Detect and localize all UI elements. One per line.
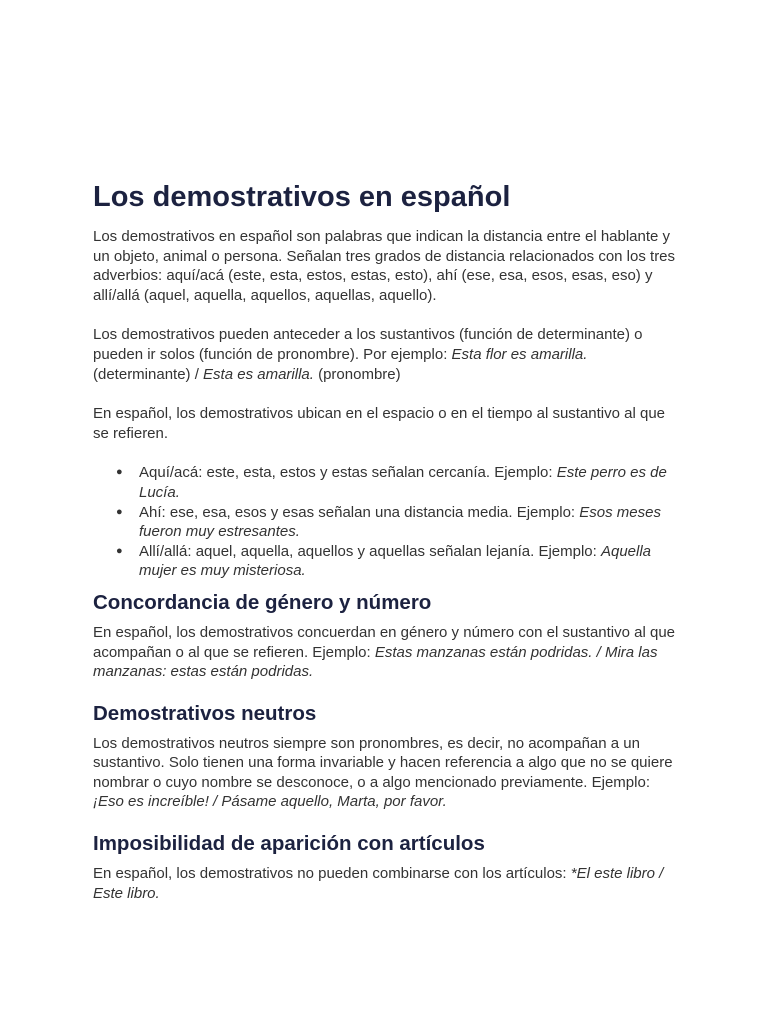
- example-pronombre: Esta es amarilla.: [203, 365, 314, 383]
- document-page: [93, 178, 683, 903]
- list-item-example: Este perro es de Lucía.: [139, 464, 667, 501]
- intro-paragraph-2-text-2: (determinante) /: [93, 365, 204, 383]
- list-item-text: Ahí: ese, esa, esos y esas señalan una distancia media. Ejemplo:: [139, 503, 580, 521]
- neutros-example: ¡Eso es increíble! / Pásame aquello, Marta, por favor.: [93, 793, 447, 811]
- neutros-paragraph: [93, 734, 683, 812]
- intro-paragraph-1: Los demostrativos en español son palabras que indican la distancia entre el hablante y un objeto, animal o persona. Señalan tres grados de distancia relacionados con los tres adverbios: aquí/acá (este, esta, estos, estas, esto), ahí (ese, esa, esos, esas, eso) y allí/allá (aquel, aquella, aquellos, aquellas, aquello).: [93, 228, 676, 304]
- concordancia-text: En español, los demostrativos concuerdan en género y número con el sustantivo al que acompañan o al que se refieren. Ejemplo:: [93, 623, 676, 661]
- heading-concordancia: Concordancia de género y número: [93, 590, 432, 614]
- list-item-example: Aquella mujer es muy misteriosa.: [139, 542, 652, 580]
- intro-paragraph-2-text-1: Los demostrativos pueden anteceder a los sustantivos (función de determinante) o pueden ir solos (función de pronombre). Por ejemplo:: [93, 326, 643, 363]
- heading-neutros: Demostrativos neutros: [93, 701, 317, 725]
- articulos-paragraph: [93, 864, 683, 903]
- concordancia-example: Estas manzanas están podridas. / Mira las manzanas: estas están podridas.: [93, 643, 658, 681]
- bullet-icon: ●: [116, 544, 123, 557]
- intro-paragraph-3: En español, los demostrativos ubican en el espacio o en el tiempo al sustantivo al que se refieren.: [93, 405, 666, 442]
- list-item-text: Allí/allá: aquel, aquella, aquellos y aquellas señalan lejanía. Ejemplo:: [139, 542, 601, 560]
- list-item: [116, 463, 683, 502]
- example-determinante: Esta flor es amarilla.: [451, 345, 588, 363]
- page-title: Los demostrativos en español: [93, 181, 511, 213]
- bullet-icon: ●: [116, 505, 123, 518]
- list-item: [116, 542, 683, 581]
- intro-paragraph-2: [93, 325, 683, 384]
- concordancia-paragraph: [93, 623, 683, 682]
- distance-list: [93, 463, 683, 581]
- intro-paragraph-2-text-3: (pronombre): [313, 365, 401, 383]
- list-item-text: Aquí/acá: este, esta, estos y estas señalan cercanía. Ejemplo:: [139, 464, 557, 482]
- heading-articulos: Imposibilidad de aparición con artículos: [93, 832, 485, 856]
- list-item-example: Esos meses fueron muy estresantes.: [139, 503, 661, 541]
- articulos-text: En español, los demostrativos no pueden combinarse con los artículos:: [93, 865, 571, 883]
- articulos-example: *El este libro / Este libro.: [93, 865, 664, 902]
- bullet-icon: ●: [116, 466, 123, 479]
- list-item: [116, 503, 683, 542]
- neutros-text: Los demostrativos neutros siempre son pronombres, es decir, no acompañan a un sustantivo. Solo tienen una forma invariable y hacen referencia a algo que no se quiere nombrar o cuyo nombre se desconoce, o a algo mencionado previamente. Ejemplo:: [93, 734, 673, 791]
